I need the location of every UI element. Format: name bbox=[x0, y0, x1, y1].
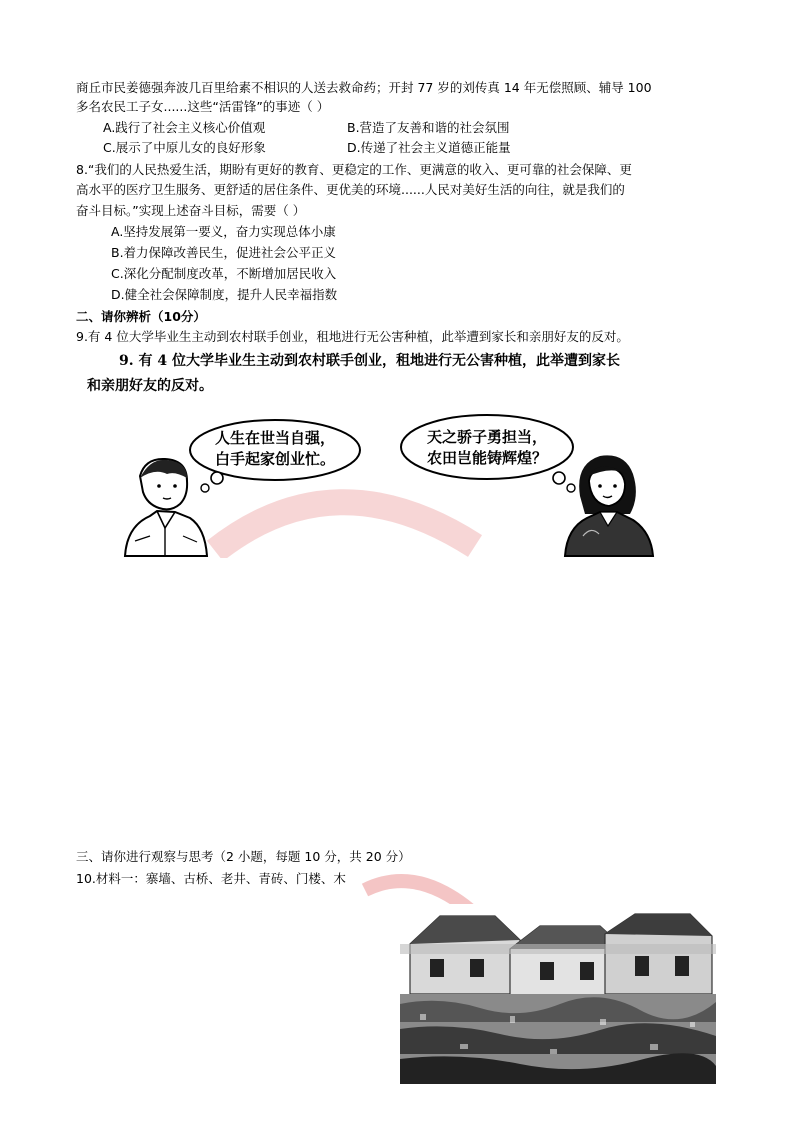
comic-caption-line1: 9. 有 4 位大学毕业生主动到农村联手创业，租地进行无公害种植，此举遭到家长 bbox=[119, 353, 620, 369]
left-bubble-line1: 人生在世当自强， bbox=[214, 429, 335, 447]
watermark-arc bbox=[215, 502, 475, 551]
q8-stem-line3: 奋斗目标。”实现上述奋斗目标，需要（ ） bbox=[76, 203, 306, 218]
q8-option-c: C.深化分配制度改革，不断增加居民收入 bbox=[111, 266, 337, 281]
right-bubble-line2: 农田岂能铸辉煌？ bbox=[426, 449, 547, 467]
q7-option-b: B.营造了友善和谐的社会氛围 bbox=[347, 120, 510, 135]
left-bubble-text bbox=[205, 428, 345, 470]
girl-figure bbox=[565, 455, 653, 556]
q9-text: 9.有 4 位大学毕业生主动到农村联手创业，租地进行无公害种植，此举遭到家长和亲朋好友的反对。 bbox=[76, 329, 629, 344]
q7-option-c: C.展示了中原儿女的良好形象 bbox=[103, 140, 266, 155]
section3-heading: 三、请你进行观察与思考（2 小题，每题 10 分，共 20 分） bbox=[76, 849, 411, 864]
q7-stem-line2: 多名农民工子女......这些“活雷锋”的事迹（ ） bbox=[76, 99, 330, 114]
boy-figure bbox=[125, 459, 207, 556]
q8-stem-line2: 高水平的医疗卫生服务、更舒适的居住条件、更优美的环境......人民对美好生活的向往，就是我们的 bbox=[76, 182, 625, 197]
q10-text: 10.材料一：寨墙、古桥、老井、青砖、门楼、木 bbox=[76, 871, 346, 886]
q8-option-a: A.坚持发展第一要义，奋力实现总体小康 bbox=[111, 224, 336, 239]
q8-stem-line1: 8.“我们的人民热爱生活，期盼有更好的教育、更稳定的工作、更满意的收入、更可靠的社会保障、更 bbox=[76, 162, 632, 177]
comic-caption-line2: 和亲朋好友的反对。 bbox=[87, 378, 213, 394]
q8-option-d: D.健全社会保障制度，提升人民幸福指数 bbox=[111, 287, 338, 302]
q7-stem-line1: 商丘市民姜德强奔波几百里给素不相识的人送去救命药；开封 77 岁的刘传真 14 年无偿照顾、辅导 100 bbox=[76, 80, 652, 95]
q7-option-d: D.传递了社会主义道德正能量 bbox=[347, 140, 511, 155]
left-bubble-line2: 白手起家创业忙。 bbox=[214, 450, 335, 468]
comic-illustration bbox=[87, 346, 685, 558]
village-photo bbox=[400, 904, 716, 1084]
right-bubble-text bbox=[417, 427, 557, 469]
right-bubble-line1: 天之骄子勇担当， bbox=[426, 428, 547, 446]
q8-option-b: B.着力保障改善民生，促进社会公平正义 bbox=[111, 245, 337, 260]
section2-heading: 二、请你辨析（10分） bbox=[76, 309, 206, 324]
q7-option-a: A.践行了社会主义核心价值观 bbox=[103, 120, 266, 135]
